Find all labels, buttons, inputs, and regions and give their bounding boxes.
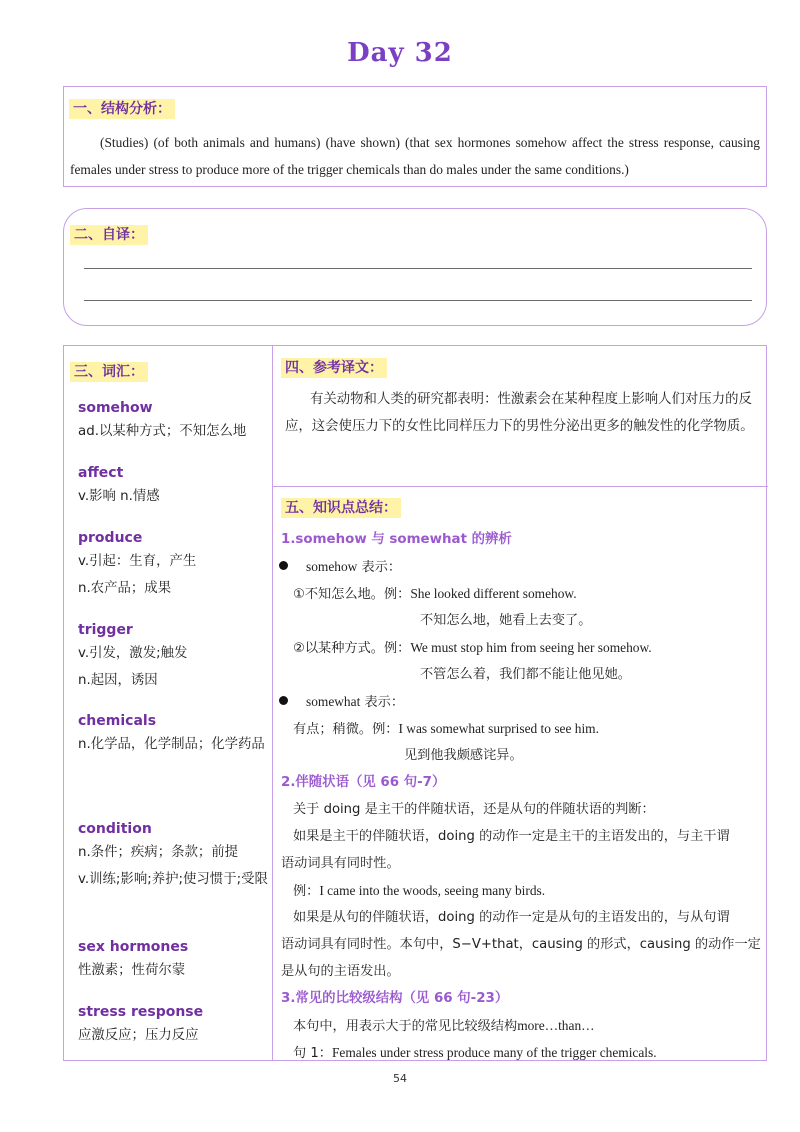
subheading-text: 3.常见的比较级结构（见 66 句-23） (281, 991, 509, 1006)
bullet-somewhat (279, 692, 762, 713)
vocab-definition: n.起因，诱因 (78, 673, 158, 688)
example-cn: ②以某种方式。例： (293, 641, 411, 656)
paragraph-line: 语动词具有同时性。 (281, 856, 400, 871)
vocab-item (78, 620, 270, 694)
self-translation-heading: 二、自译： (70, 225, 148, 245)
subheading-text: 1.somehow 与 somewhat 的辨析 (281, 532, 512, 547)
paragraph-en: Females under stress produce many of the trigger chemicals. (331, 1045, 657, 1060)
vocab-item (78, 711, 270, 758)
subheading-2 (281, 773, 762, 793)
vocab-definition: v.引起：生育，产生 (78, 554, 197, 569)
vocab-word: stress response (78, 1004, 204, 1020)
bullet-label: 表示： (361, 560, 402, 575)
paragraph-line: 关于 doing 是主干的伴随状语，还是从句的伴随状语的判断： (293, 802, 655, 817)
vocab-definition: n.农产品；成果 (78, 581, 172, 596)
subheading-text: 2.伴随状语（见 66 句-7） (281, 775, 446, 790)
vocab-word: sex hormones (78, 939, 189, 955)
paragraph-line: 是从句的主语发出。 (281, 964, 400, 979)
vocabulary-section (64, 346, 273, 1060)
example-line (293, 584, 762, 605)
vocab-item (78, 528, 270, 602)
example-line (293, 719, 762, 740)
vocab-word: affect (78, 465, 124, 481)
reference-translation-heading: 四、参考译文： (281, 358, 387, 378)
self-translation-section (63, 208, 767, 326)
example-line (293, 638, 762, 659)
paragraph-line: 如果是从句的伴随状语，doing 的动作一定是从句的主语发出的，与从句谓 (293, 910, 730, 925)
vocab-definition: 性激素；性荷尔蒙 (78, 963, 186, 978)
paragraph-line (293, 1016, 762, 1037)
paragraph-line: 语动词具有同时性。本句中，S−V+that，causing 的形式，causing 的动作一定 (281, 937, 761, 952)
example-translation: 见到他我颇感诧异。 (404, 748, 523, 763)
example-en: I came into the woods, seeing many birds. (319, 883, 546, 898)
bullet-somehow (279, 557, 762, 578)
example-en: I was somewhat surprised to see him. (398, 721, 599, 736)
example-cn: ①不知怎么地。例： (293, 587, 411, 602)
example-en: She looked different somehow. (410, 586, 577, 601)
vocab-item (78, 1002, 270, 1049)
example-cn: 例： (293, 884, 320, 899)
vocab-item (78, 463, 270, 510)
vocab-word: somehow (78, 400, 153, 416)
page-title: Day 32 (347, 38, 453, 68)
vocab-word: trigger (78, 622, 133, 638)
vocab-word: condition (78, 821, 152, 837)
vocab-definition: 应激反应；压力反应 (78, 1028, 199, 1043)
bullet-icon (279, 561, 288, 570)
bullet-term: somehow (306, 559, 358, 574)
vocab-definition: ad.以某种方式；不知怎么地 (78, 424, 247, 439)
paragraph-en: more…than… (517, 1018, 595, 1033)
paragraph-line: 如果是主干的伴随状语，doing 的动作一定是主干的主语发出的，与主干谓 (293, 829, 730, 844)
bullet-icon (279, 696, 288, 705)
vocab-definition: n.条件；疾病；条款；前提 (78, 845, 239, 860)
reference-translation-section (273, 346, 768, 487)
vocab-definition: v.训练;影响;养护;使习惯于;受限 (78, 872, 268, 887)
vocabulary-heading: 三、词汇： (70, 362, 148, 382)
vocab-definition: v.影响 n.情感 (78, 489, 160, 504)
structure-analysis-text: (Studies) (of both animals and humans) (have shown) (that sex hormones somehow affect the stress response, causing females under stress to produce more of the trigger chemicals than do males under the same conditions.) (70, 135, 760, 177)
subheading-1 (281, 530, 762, 550)
example-en: We must stop him from seeing her somehow. (410, 640, 652, 655)
knowledge-summary-heading: 五、知识点总结： (281, 498, 401, 518)
example-line (293, 881, 762, 902)
knowledge-summary-section (273, 487, 768, 1062)
example-translation: 不知怎么地，她看上去变了。 (420, 613, 592, 628)
vocab-word: chemicals (78, 713, 157, 729)
content-grid (63, 345, 767, 1061)
page-number: 54 (393, 1072, 407, 1085)
paragraph-cn: 句 1： (293, 1046, 332, 1061)
subheading-3 (281, 989, 762, 1009)
paragraph-cn: 本句中，用表示大于的常见比较级结构 (293, 1019, 518, 1034)
example-cn: 有点；稍微。例： (293, 722, 399, 737)
vocab-definition: n.化学品，化学制品；化学药品 (78, 737, 265, 752)
example-translation: 不管怎么着，我们都不能让他见她。 (420, 667, 631, 682)
vocab-item (78, 819, 270, 893)
structure-analysis-section (63, 86, 767, 187)
vocab-item (78, 937, 270, 984)
vocab-item (78, 398, 270, 445)
paragraph-line (293, 1043, 762, 1064)
vocab-definition: v.引发，激发;触发 (78, 646, 188, 661)
vocab-word: produce (78, 530, 143, 546)
structure-analysis-heading: 一、结构分析： (69, 99, 175, 119)
reference-translation-text: 有关动物和人类的研究都表明：性激素会在某种程度上影响人们对压力的反应，这会使压力下的女性比同样压力下的男性分泌出更多的触发性的化学物质。 (285, 392, 754, 434)
writing-line[interactable] (84, 300, 752, 301)
bullet-label: 表示： (364, 695, 405, 710)
writing-line[interactable] (84, 268, 752, 269)
bullet-term: somewhat (306, 694, 361, 709)
